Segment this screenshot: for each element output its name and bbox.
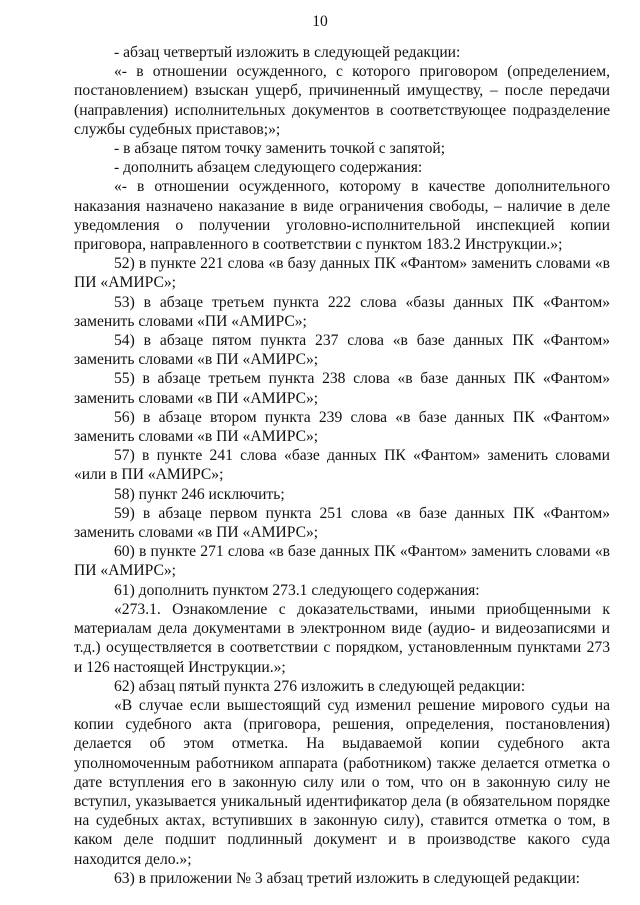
paragraph: 56) в абзаце втором пункта 239 слова «в базе данных ПК «Фантом» заменить словами «в ПИ «АМИРС»; — [74, 408, 610, 446]
paragraph: «- в отношении осужденного, которому в качестве дополнительного наказания назначено наказание в виде ограничения свободы, – наличие в деле уведомления о получении уголовно-исполнительной инспекцией копии приговора, направленного в соответствии с пунктом 183.2 Инструкции.»; — [74, 178, 610, 254]
paragraph: 54) в абзаце пятом пункта 237 слова «в базе данных ПК «Фантом» заменить словами «в ПИ «АМИРС»; — [74, 332, 610, 369]
paragraph: 63) в приложении № 3 абзац третий изложить в следующей редакции: — [114, 869, 581, 887]
paragraph: «В случае если вышестоящий суд изменил решение мирового судьи на копии судебного акта (приговора, решения, определения, постановления) делается об этом отметка. На выдаваемой копии судебного акта уполномоченным работником аппарата (работником) также делается отметка о дате вступления его в законную силу или о том, что он в законную силу не вступил, указывается уникальный идентификатор дела (в обязательном порядке на судебных актах, вступивших в законную силу), ставится отметка о том, в каком деле подшит подлинный документ и в производстве какого суда находится дело.»; — [74, 696, 610, 868]
paragraph: 61) дополнить пунктом 273.1 следующего содержания: — [114, 581, 480, 599]
paragraph: 60) в пункте 271 слова «в базе данных ПК «Фантом» заменить словами «в ПИ «АМИРС»; — [74, 543, 610, 580]
paragraph: 57) в пункте 241 слова «базе данных ПК «Фантом» заменить словами «или в ПИ «АМИРС»; — [74, 447, 610, 484]
paragraph: «- в отношении осужденного, с которого приговором (определением, постановлением) взыскан ущерб, причиненный имуществу, – после передачи (направления) исполнительных документов в соответствующее подразделение службы судебных приставов;»; — [74, 63, 610, 138]
paragraph: 58) пункт 246 исключить; — [114, 485, 285, 503]
paragraph: 52) в пункте 221 слова «в базу данных ПК «Фантом» заменить словами «в ПИ «АМИРС»; — [74, 255, 610, 292]
paragraph: 55) в абзаце третьем пункта 238 слова «в базе данных ПК «Фантом» заменить словами «в ПИ «АМИРС»; — [74, 370, 610, 407]
paragraph: - абзац четвертый изложить в следующей редакции: — [114, 44, 461, 61]
paragraph: 59) в абзаце первом пункта 251 слова «в базе данных ПК «Фантом» заменить словами «в ПИ «АМИРС»; — [74, 504, 610, 542]
paragraph: - в абзаце пятом точку заменить точкой с запятой; — [114, 140, 446, 158]
paragraph: - дополнить абзацем следующего содержания: — [114, 159, 423, 177]
paragraph: 53) в абзаце третьем пункта 222 слова «базы данных ПК «Фантом» заменить словами «ПИ «АМИРС»; — [74, 293, 610, 330]
paragraph: «273.1. Ознакомление с доказательствами, иными приобщенными к материалам дела документами в электронном виде (аудио- и видеозаписями и т.д.) осуществляется в соответствии с порядком, установленным пунктами 273 и 126 настоящей Инструкции.»; — [74, 600, 610, 676]
page-number: 10 — [312, 13, 328, 30]
document-body — [74, 43, 610, 888]
paragraph: 62) абзац пятый пункта 276 изложить в следующей редакции: — [114, 677, 526, 695]
